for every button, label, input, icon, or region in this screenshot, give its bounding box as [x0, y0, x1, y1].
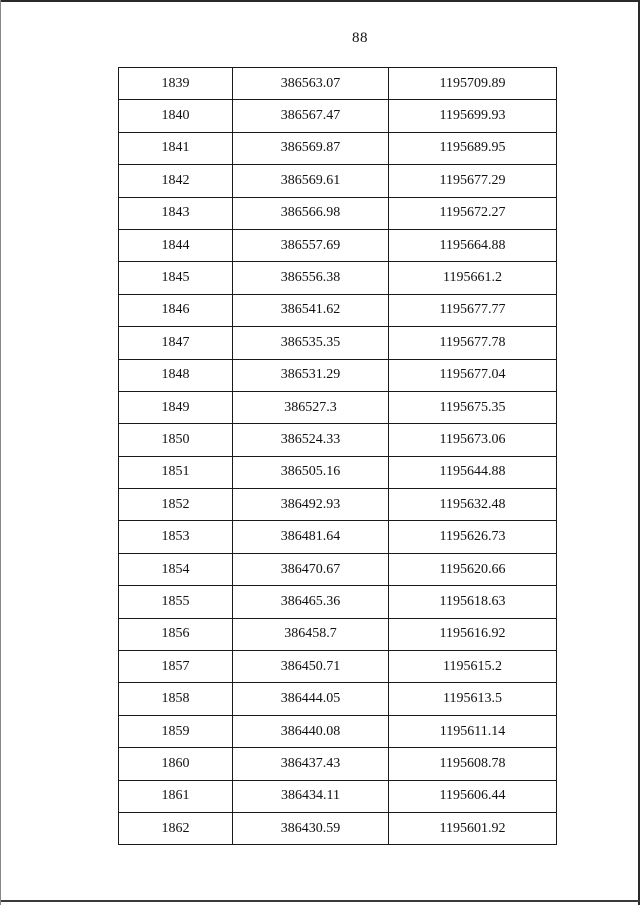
table-row — [119, 553, 557, 585]
coordinate-table-body — [119, 68, 557, 845]
point-number-cell: 1855 — [119, 586, 233, 618]
y-coordinate-cell: 1195601.92 — [389, 812, 557, 844]
x-coordinate-cell: 386440.08 — [233, 715, 389, 747]
y-coordinate-cell: 1195606.44 — [389, 780, 557, 812]
y-coordinate-cell: 1195677.78 — [389, 327, 557, 359]
x-coordinate-cell: 386569.61 — [233, 165, 389, 197]
point-number-cell: 1846 — [119, 294, 233, 326]
table-row — [119, 229, 557, 261]
table-row — [119, 489, 557, 521]
point-number-cell: 1839 — [119, 68, 233, 100]
point-number-cell: 1856 — [119, 618, 233, 650]
x-coordinate-cell: 386458.7 — [233, 618, 389, 650]
x-coordinate-cell: 386434.11 — [233, 780, 389, 812]
point-number-cell: 1852 — [119, 489, 233, 521]
y-coordinate-cell: 1195672.27 — [389, 197, 557, 229]
x-coordinate-cell: 386430.59 — [233, 812, 389, 844]
point-number-cell: 1843 — [119, 197, 233, 229]
x-coordinate-cell: 386437.43 — [233, 748, 389, 780]
point-number-cell: 1857 — [119, 651, 233, 683]
point-number-cell: 1847 — [119, 327, 233, 359]
x-coordinate-cell: 386527.3 — [233, 391, 389, 423]
y-coordinate-cell: 1195613.5 — [389, 683, 557, 715]
y-coordinate-cell: 1195699.93 — [389, 100, 557, 132]
table-row — [119, 456, 557, 488]
table-row — [119, 132, 557, 164]
y-coordinate-cell: 1195673.06 — [389, 424, 557, 456]
table-row — [119, 100, 557, 132]
y-coordinate-cell: 1195677.77 — [389, 294, 557, 326]
y-coordinate-cell: 1195616.92 — [389, 618, 557, 650]
x-coordinate-cell: 386556.38 — [233, 262, 389, 294]
point-number-cell: 1845 — [119, 262, 233, 294]
y-coordinate-cell: 1195608.78 — [389, 748, 557, 780]
point-number-cell: 1841 — [119, 132, 233, 164]
x-coordinate-cell: 386524.33 — [233, 424, 389, 456]
y-coordinate-cell: 1195677.29 — [389, 165, 557, 197]
point-number-cell: 1840 — [119, 100, 233, 132]
table-row — [119, 683, 557, 715]
y-coordinate-cell: 1195611.14 — [389, 715, 557, 747]
y-coordinate-cell: 1195632.48 — [389, 489, 557, 521]
x-coordinate-cell: 386541.62 — [233, 294, 389, 326]
x-coordinate-cell: 386557.69 — [233, 229, 389, 261]
table-row — [119, 424, 557, 456]
point-number-cell: 1860 — [119, 748, 233, 780]
point-number-cell: 1861 — [119, 780, 233, 812]
point-number-cell: 1842 — [119, 165, 233, 197]
scan-border-bottom — [0, 900, 640, 902]
x-coordinate-cell: 386535.35 — [233, 327, 389, 359]
y-coordinate-cell: 1195689.95 — [389, 132, 557, 164]
point-number-cell: 1848 — [119, 359, 233, 391]
y-coordinate-cell: 1195644.88 — [389, 456, 557, 488]
table-row — [119, 165, 557, 197]
y-coordinate-cell: 1195661.2 — [389, 262, 557, 294]
x-coordinate-cell: 386563.07 — [233, 68, 389, 100]
y-coordinate-cell: 1195709.89 — [389, 68, 557, 100]
x-coordinate-cell: 386450.71 — [233, 651, 389, 683]
x-coordinate-cell: 386465.36 — [233, 586, 389, 618]
table-row — [119, 651, 557, 683]
table-row — [119, 68, 557, 100]
table-row — [119, 586, 557, 618]
page-number: 88 — [352, 30, 368, 46]
y-coordinate-cell: 1195620.66 — [389, 553, 557, 585]
point-number-cell: 1853 — [119, 521, 233, 553]
table-row — [119, 359, 557, 391]
point-number-cell: 1844 — [119, 229, 233, 261]
scan-border-top — [0, 0, 640, 2]
table-row — [119, 780, 557, 812]
scan-border-left — [0, 0, 1, 905]
x-coordinate-cell: 386470.67 — [233, 553, 389, 585]
table-row — [119, 812, 557, 844]
y-coordinate-cell: 1195626.73 — [389, 521, 557, 553]
point-number-cell: 1854 — [119, 553, 233, 585]
point-number-cell: 1849 — [119, 391, 233, 423]
y-coordinate-cell: 1195677.04 — [389, 359, 557, 391]
table-row — [119, 197, 557, 229]
x-coordinate-cell: 386567.47 — [233, 100, 389, 132]
point-number-cell: 1858 — [119, 683, 233, 715]
y-coordinate-cell: 1195615.2 — [389, 651, 557, 683]
x-coordinate-cell: 386492.93 — [233, 489, 389, 521]
table-row — [119, 327, 557, 359]
x-coordinate-cell: 386566.98 — [233, 197, 389, 229]
x-coordinate-cell: 386569.87 — [233, 132, 389, 164]
y-coordinate-cell: 1195664.88 — [389, 229, 557, 261]
point-number-cell: 1862 — [119, 812, 233, 844]
table-row — [119, 748, 557, 780]
coordinate-table — [118, 67, 557, 845]
x-coordinate-cell: 386531.29 — [233, 359, 389, 391]
table-row — [119, 521, 557, 553]
y-coordinate-cell: 1195618.63 — [389, 586, 557, 618]
table-row — [119, 294, 557, 326]
point-number-cell: 1850 — [119, 424, 233, 456]
table-row — [119, 618, 557, 650]
table-row — [119, 262, 557, 294]
point-number-cell: 1851 — [119, 456, 233, 488]
x-coordinate-cell: 386505.16 — [233, 456, 389, 488]
y-coordinate-cell: 1195675.35 — [389, 391, 557, 423]
x-coordinate-cell: 386481.64 — [233, 521, 389, 553]
table-row — [119, 715, 557, 747]
x-coordinate-cell: 386444.05 — [233, 683, 389, 715]
point-number-cell: 1859 — [119, 715, 233, 747]
table-row — [119, 391, 557, 423]
